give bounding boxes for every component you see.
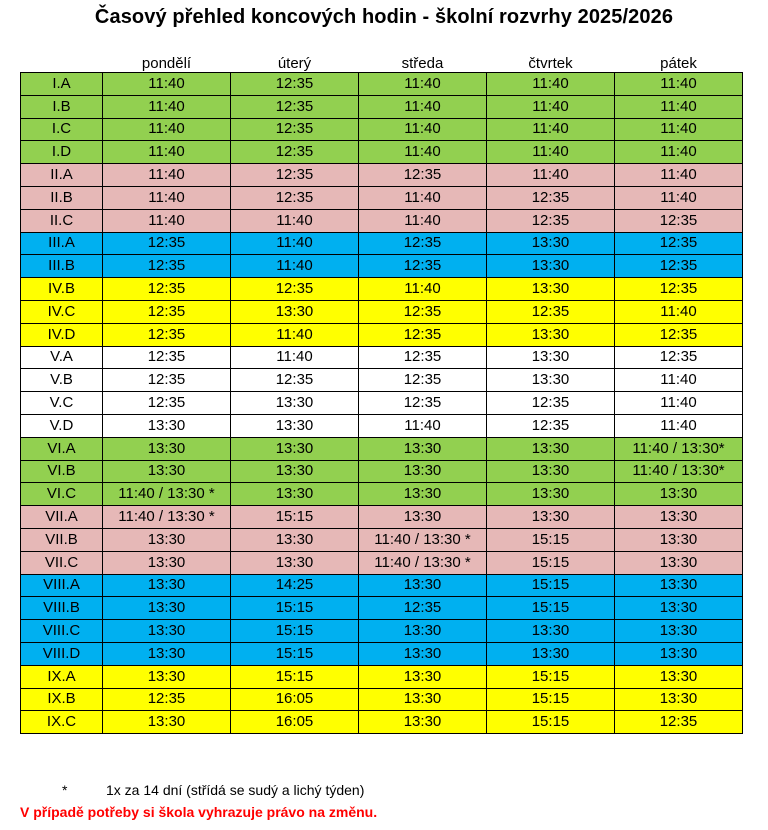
end-time-cell: 11:40	[103, 118, 231, 141]
table-row	[21, 711, 743, 734]
end-time-cell: 13:30	[615, 574, 743, 597]
end-time-cell: 13:30	[615, 483, 743, 506]
class-name-cell: II.A	[21, 164, 103, 187]
day-header-friday: pátek	[660, 55, 697, 72]
end-time-cell: 12:35	[231, 369, 359, 392]
footnote-marker: *	[62, 782, 68, 798]
end-time-cell: 11:40 / 13:30*	[615, 460, 743, 483]
end-time-cell: 12:35	[615, 346, 743, 369]
table-header	[21, 55, 743, 73]
end-time-cell: 12:35	[231, 73, 359, 96]
end-time-cell: 12:35	[359, 323, 487, 346]
end-time-cell: 11:40	[615, 141, 743, 164]
end-time-cell: 13:30	[487, 437, 615, 460]
table-row	[21, 642, 743, 665]
end-time-cell: 11:40	[103, 141, 231, 164]
table-row	[21, 118, 743, 141]
class-name-cell: IV.D	[21, 323, 103, 346]
end-time-cell: 12:35	[231, 164, 359, 187]
end-time-cell: 12:35	[103, 232, 231, 255]
end-time-cell: 15:15	[231, 642, 359, 665]
class-name-cell: IV.C	[21, 300, 103, 323]
end-time-cell: 12:35	[359, 597, 487, 620]
end-time-cell: 13:30	[359, 437, 487, 460]
end-time-cell: 11:40 / 13:30 *	[103, 483, 231, 506]
end-time-cell: 13:30	[487, 255, 615, 278]
end-time-cell: 12:35	[103, 323, 231, 346]
end-time-cell: 12:35	[231, 141, 359, 164]
end-time-cell: 13:30	[231, 460, 359, 483]
end-time-cell: 11:40	[359, 95, 487, 118]
table-row	[21, 73, 743, 96]
end-time-cell: 11:40	[359, 141, 487, 164]
end-time-cell: 11:40	[487, 118, 615, 141]
class-column-header	[21, 55, 103, 73]
table-row	[21, 369, 743, 392]
end-time-cell: 11:40 / 13:30 *	[103, 506, 231, 529]
end-time-cell: 11:40	[359, 186, 487, 209]
end-time-cell: 13:30	[231, 392, 359, 415]
table-body	[21, 73, 743, 734]
end-time-cell: 11:40	[231, 346, 359, 369]
end-time-cell: 14:25	[231, 574, 359, 597]
end-time-cell: 11:40	[615, 369, 743, 392]
end-time-cell: 13:30	[487, 506, 615, 529]
class-name-cell: V.C	[21, 392, 103, 415]
end-time-cell: 15:15	[231, 597, 359, 620]
end-time-cell: 11:40	[359, 73, 487, 96]
end-time-cell: 11:40	[103, 73, 231, 96]
table-row	[21, 164, 743, 187]
end-time-cell: 12:35	[615, 711, 743, 734]
end-time-cell: 13:30	[487, 323, 615, 346]
day-header-thursday: čtvrtek	[528, 55, 573, 72]
table-row	[21, 346, 743, 369]
end-time-cell: 13:30	[103, 711, 231, 734]
class-name-cell: I.A	[21, 73, 103, 96]
class-name-cell: VII.B	[21, 528, 103, 551]
end-time-cell: 13:30	[359, 642, 487, 665]
end-time-cell: 12:35	[359, 369, 487, 392]
end-time-cell: 13:30	[103, 620, 231, 643]
end-time-cell: 13:30	[231, 414, 359, 437]
table-row	[21, 323, 743, 346]
end-time-cell: 12:35	[103, 255, 231, 278]
table-row	[21, 278, 743, 301]
end-time-cell: 13:30	[103, 597, 231, 620]
end-time-cell: 13:30	[359, 688, 487, 711]
end-time-cell: 13:30	[615, 597, 743, 620]
class-name-cell: V.D	[21, 414, 103, 437]
end-time-cell: 16:05	[231, 711, 359, 734]
table-row	[21, 414, 743, 437]
end-time-cell: 12:35	[103, 369, 231, 392]
end-time-cell: 11:40	[103, 95, 231, 118]
end-time-cell: 13:30	[359, 483, 487, 506]
class-name-cell: VI.A	[21, 437, 103, 460]
class-name-cell: IX.A	[21, 665, 103, 688]
end-time-cell: 11:40	[487, 164, 615, 187]
end-time-cell: 12:35	[615, 255, 743, 278]
end-time-cell: 15:15	[487, 711, 615, 734]
footnote-text: 1x za 14 dní (střídá se sudý a lichý týden)	[106, 782, 365, 798]
class-name-cell: VIII.B	[21, 597, 103, 620]
end-time-cell: 11:40	[615, 414, 743, 437]
end-time-cell: 15:15	[487, 574, 615, 597]
table-row	[21, 528, 743, 551]
table-row	[21, 688, 743, 711]
end-time-cell: 11:40	[615, 392, 743, 415]
end-time-cell: 12:35	[359, 232, 487, 255]
end-time-cell: 11:40	[615, 73, 743, 96]
end-time-cell: 13:30	[231, 437, 359, 460]
class-name-cell: V.A	[21, 346, 103, 369]
end-time-cell: 15:15	[487, 665, 615, 688]
end-time-cell: 12:35	[231, 186, 359, 209]
end-time-cell: 12:35	[487, 209, 615, 232]
end-time-cell: 13:30	[615, 551, 743, 574]
end-time-cell: 11:40	[359, 278, 487, 301]
end-time-cell: 12:35	[487, 300, 615, 323]
end-time-cell: 11:40	[359, 118, 487, 141]
class-name-cell: II.B	[21, 186, 103, 209]
footnote	[62, 782, 364, 798]
end-time-cell: 12:35	[615, 323, 743, 346]
end-time-cell: 11:40	[487, 73, 615, 96]
end-time-cell: 11:40	[231, 209, 359, 232]
end-time-cell: 11:40	[615, 95, 743, 118]
day-header-wednesday: středa	[401, 55, 444, 72]
end-time-cell: 13:30	[487, 642, 615, 665]
class-name-cell: III.A	[21, 232, 103, 255]
end-time-cell: 13:30	[103, 551, 231, 574]
end-time-cell: 13:30	[103, 528, 231, 551]
table-row	[21, 665, 743, 688]
end-time-cell: 13:30	[103, 414, 231, 437]
table-row	[21, 392, 743, 415]
class-name-cell: IV.B	[21, 278, 103, 301]
table-row	[21, 95, 743, 118]
end-time-cell: 11:40	[487, 95, 615, 118]
change-warning: V případě potřeby si škola vyhrazuje právo na změnu.	[20, 804, 378, 820]
end-time-cell: 13:30	[103, 437, 231, 460]
end-time-cell: 11:40	[231, 323, 359, 346]
end-time-cell: 13:30	[615, 528, 743, 551]
table-row	[21, 437, 743, 460]
end-time-cell: 13:30	[487, 460, 615, 483]
table-row	[21, 141, 743, 164]
end-time-cell: 11:40	[231, 232, 359, 255]
end-time-cell: 15:15	[231, 665, 359, 688]
end-time-cell: 12:35	[359, 164, 487, 187]
end-time-cell: 12:35	[359, 300, 487, 323]
class-name-cell: VI.B	[21, 460, 103, 483]
end-time-cell: 12:35	[359, 346, 487, 369]
end-time-cell: 16:05	[231, 688, 359, 711]
end-time-cell: 11:40	[231, 255, 359, 278]
end-time-cell: 12:35	[103, 300, 231, 323]
end-time-cell: 12:35	[103, 278, 231, 301]
class-name-cell: I.B	[21, 95, 103, 118]
end-time-cell: 13:30	[615, 506, 743, 529]
end-time-cell: 15:15	[231, 506, 359, 529]
end-time-cell: 13:30	[615, 665, 743, 688]
end-time-cell: 12:35	[615, 232, 743, 255]
end-time-cell: 13:30	[487, 278, 615, 301]
end-time-cell: 11:40	[359, 414, 487, 437]
end-time-cell: 13:30	[359, 711, 487, 734]
end-time-cell: 13:30	[103, 460, 231, 483]
end-time-cell: 13:30	[615, 688, 743, 711]
end-time-cell: 15:15	[487, 688, 615, 711]
end-time-cell: 12:35	[487, 414, 615, 437]
class-name-cell: VI.C	[21, 483, 103, 506]
end-time-cell: 13:30	[487, 620, 615, 643]
class-name-cell: I.D	[21, 141, 103, 164]
end-time-cell: 13:30	[487, 369, 615, 392]
end-time-cell: 13:30	[615, 620, 743, 643]
end-time-cell: 13:30	[359, 460, 487, 483]
class-name-cell: VII.C	[21, 551, 103, 574]
end-time-cell: 11:40	[103, 186, 231, 209]
end-time-cell: 13:30	[487, 232, 615, 255]
page-title: Časový přehled koncových hodin - školní rozvrhy 2025/2026	[94, 6, 674, 28]
end-time-cell: 12:35	[615, 278, 743, 301]
end-time-cell: 12:35	[359, 392, 487, 415]
end-time-cell: 13:30	[231, 551, 359, 574]
day-header-tuesday: úterý	[277, 55, 312, 72]
end-time-cell: 13:30	[359, 665, 487, 688]
end-time-cell: 11:40	[103, 164, 231, 187]
end-time-cell: 15:15	[487, 551, 615, 574]
end-time-cell: 11:40	[615, 164, 743, 187]
class-name-cell: II.C	[21, 209, 103, 232]
table-row	[21, 620, 743, 643]
day-header-monday: pondělí	[141, 55, 192, 72]
table-row	[21, 460, 743, 483]
end-time-cell: 11:40	[615, 186, 743, 209]
end-time-cell: 13:30	[231, 528, 359, 551]
end-time-cell: 12:35	[103, 688, 231, 711]
end-time-cell: 11:40	[103, 209, 231, 232]
end-time-cell: 12:35	[359, 255, 487, 278]
end-time-cell: 13:30	[487, 346, 615, 369]
end-time-cell: 15:15	[487, 597, 615, 620]
end-time-cell: 13:30	[231, 483, 359, 506]
end-time-cell: 13:30	[359, 506, 487, 529]
table-row	[21, 300, 743, 323]
end-time-cell: 13:30	[103, 642, 231, 665]
class-name-cell: IX.B	[21, 688, 103, 711]
end-time-cell: 12:35	[487, 392, 615, 415]
end-time-cell: 13:30	[103, 574, 231, 597]
end-time-cell: 13:30	[231, 300, 359, 323]
end-time-cell: 13:30	[615, 642, 743, 665]
table-row	[21, 574, 743, 597]
end-time-cell: 11:40	[615, 300, 743, 323]
class-name-cell: V.B	[21, 369, 103, 392]
table-row	[21, 597, 743, 620]
end-time-cell: 12:35	[231, 95, 359, 118]
end-time-cell: 12:35	[231, 278, 359, 301]
end-time-cell: 11:40	[615, 118, 743, 141]
class-name-cell: VII.A	[21, 506, 103, 529]
table-row	[21, 186, 743, 209]
end-time-cell: 11:40	[359, 209, 487, 232]
end-time-cell: 13:30	[103, 665, 231, 688]
table-row	[21, 232, 743, 255]
class-name-cell: VIII.C	[21, 620, 103, 643]
table-row	[21, 209, 743, 232]
end-time-cell: 13:30	[487, 483, 615, 506]
table-row	[21, 255, 743, 278]
end-time-cell: 12:35	[231, 118, 359, 141]
table-row	[21, 483, 743, 506]
schedule-table	[20, 55, 743, 734]
class-name-cell: IX.C	[21, 711, 103, 734]
end-time-cell: 11:40 / 13:30*	[615, 437, 743, 460]
end-time-cell: 11:40 / 13:30 *	[359, 528, 487, 551]
end-time-cell: 11:40	[487, 141, 615, 164]
end-time-cell: 15:15	[231, 620, 359, 643]
class-name-cell: VIII.D	[21, 642, 103, 665]
class-name-cell: VIII.A	[21, 574, 103, 597]
end-time-cell: 15:15	[487, 528, 615, 551]
class-name-cell: I.C	[21, 118, 103, 141]
end-time-cell: 13:30	[359, 620, 487, 643]
table-row	[21, 506, 743, 529]
end-time-cell: 12:35	[487, 186, 615, 209]
end-time-cell: 11:40 / 13:30 *	[359, 551, 487, 574]
table-row	[21, 551, 743, 574]
end-time-cell: 12:35	[615, 209, 743, 232]
class-name-cell: III.B	[21, 255, 103, 278]
end-time-cell: 12:35	[103, 392, 231, 415]
end-time-cell: 13:30	[359, 574, 487, 597]
end-time-cell: 12:35	[103, 346, 231, 369]
header-row	[21, 55, 743, 73]
